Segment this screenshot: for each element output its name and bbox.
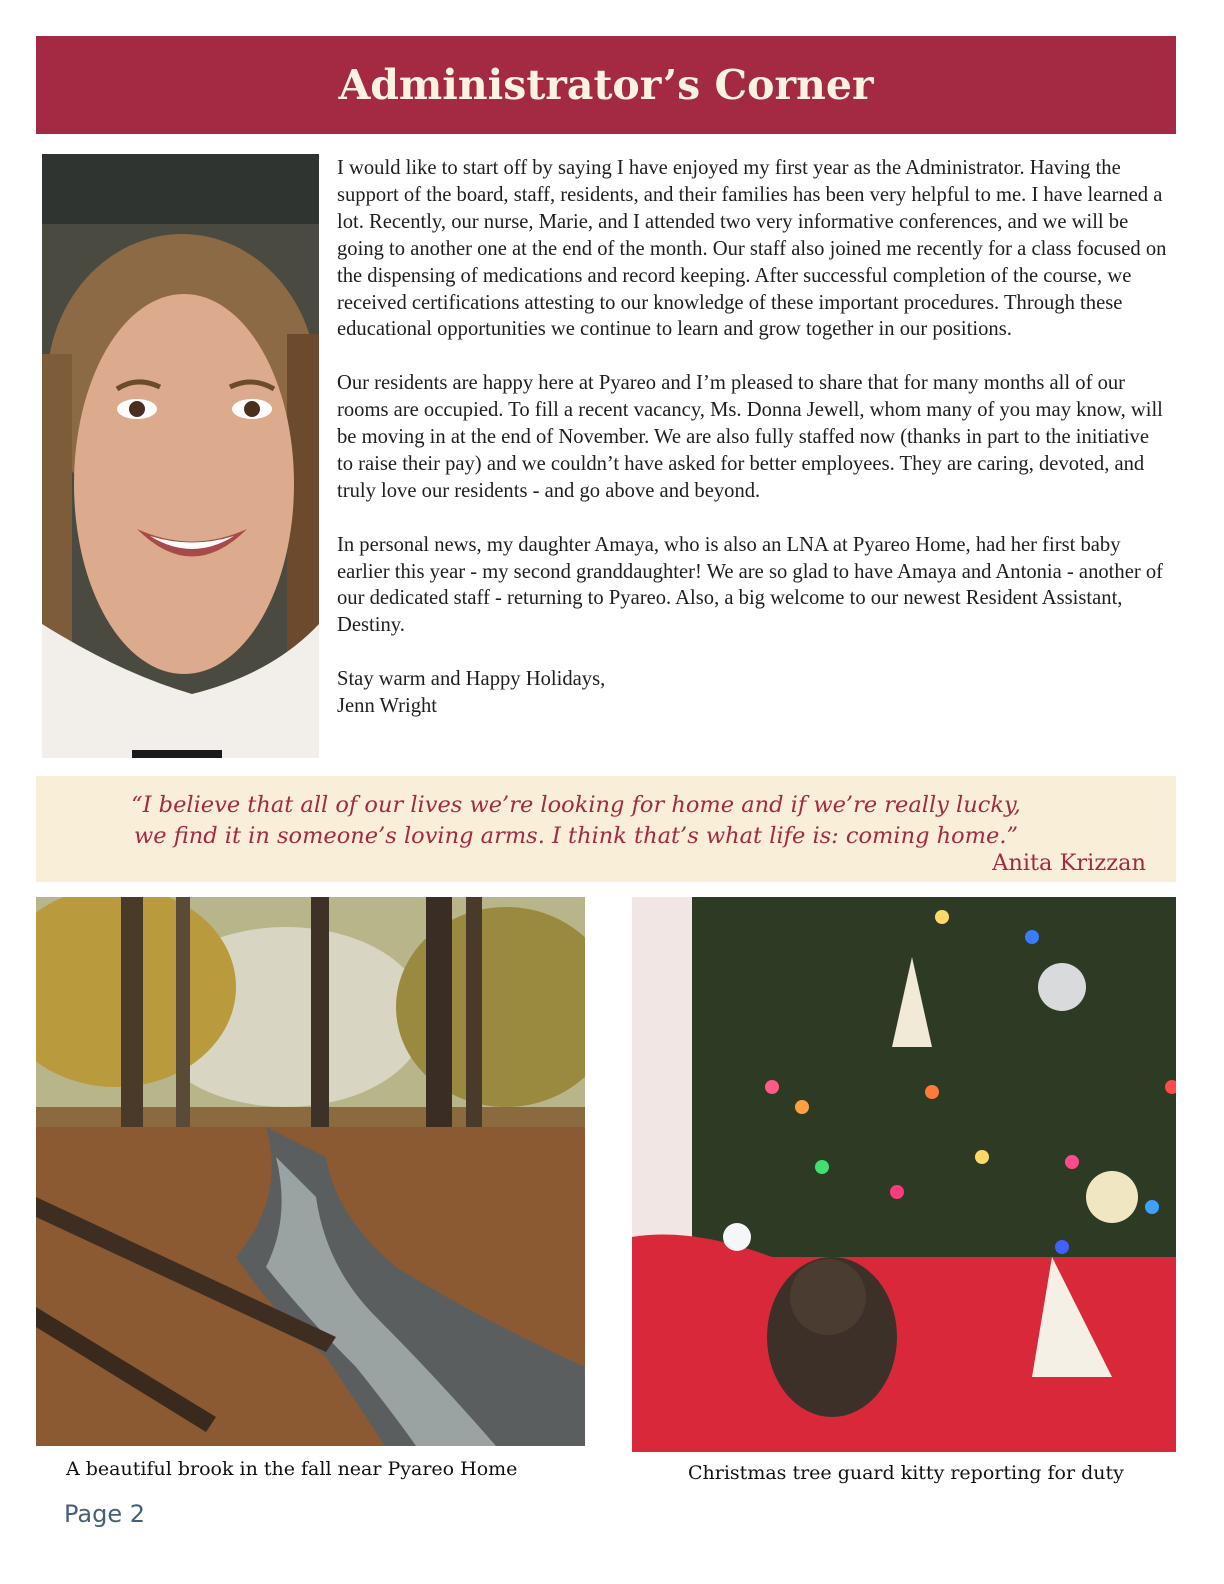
christmas-tree-photo [632, 897, 1176, 1452]
letter-paragraph: In personal news, my daughter Amaya, who is also an LNA at Pyareo Home, had her first baby earlier this year - my second granddaughter! We are so glad to have Amaya and Antonia - another of our dedicated staff - returning to Pyareo. Also, a big welcome to our newest Resident Assistant, Destiny. [337, 533, 1163, 637]
quote-box [36, 776, 1176, 882]
letter-signature: Jenn Wright [337, 695, 438, 718]
letter-paragraph: Our residents are happy here at Pyareo and I’m pleased to share that for many months all of our rooms are occupied. To fill a recent vacancy, Ms. Donna Jewell, whom many of you may know, will be moving in at the end of November. We are also fully staffed now (thanks in part to the initiative to raise their pay) and we couldn’t have asked for better employees. They are caring, devoted, and truly love our residents - and go above and beyond. [337, 372, 1163, 502]
quote-line: “I believe that all of our lives we’re looking for home and if we’re really lucky, [131, 792, 1021, 818]
quote-text [36, 790, 1116, 852]
letter-paragraph: I would like to start off by saying I have enjoyed my first year as the Administrator. Having the support of the board, staff, residents, and their families has been very helpful to me. I have learned a lot. Recently, our nurse, Marie, and I attended two very informative conferences, and we will be going to another one at the end of the month. Our staff also joined me recently for a class focused on the dispensing of medications and record keeping. After successful completion of the course, we received certifications attesting to our knowledge of these important procedures. Through these educational opportunities we continue to learn and grow together in our positions. [337, 157, 1167, 341]
administrator-letter [337, 155, 1169, 720]
quote-author: Anita Krizzan [992, 850, 1146, 876]
banner-title: Administrator’s Corner [338, 61, 874, 109]
brook-photo [36, 897, 585, 1446]
page-banner [36, 36, 1176, 134]
letter-closing: Stay warm and Happy Holidays, [337, 668, 606, 691]
page-number: Page 2 [64, 1500, 145, 1528]
brook-caption: A beautiful brook in the fall near Pyareo Home [66, 1458, 518, 1480]
quote-line: we find it in someone’s loving arms. I think that’s what life is: coming home.” [134, 823, 1018, 849]
administrator-portrait [42, 154, 319, 758]
tree-caption: Christmas tree guard kitty reporting for duty [688, 1462, 1124, 1484]
